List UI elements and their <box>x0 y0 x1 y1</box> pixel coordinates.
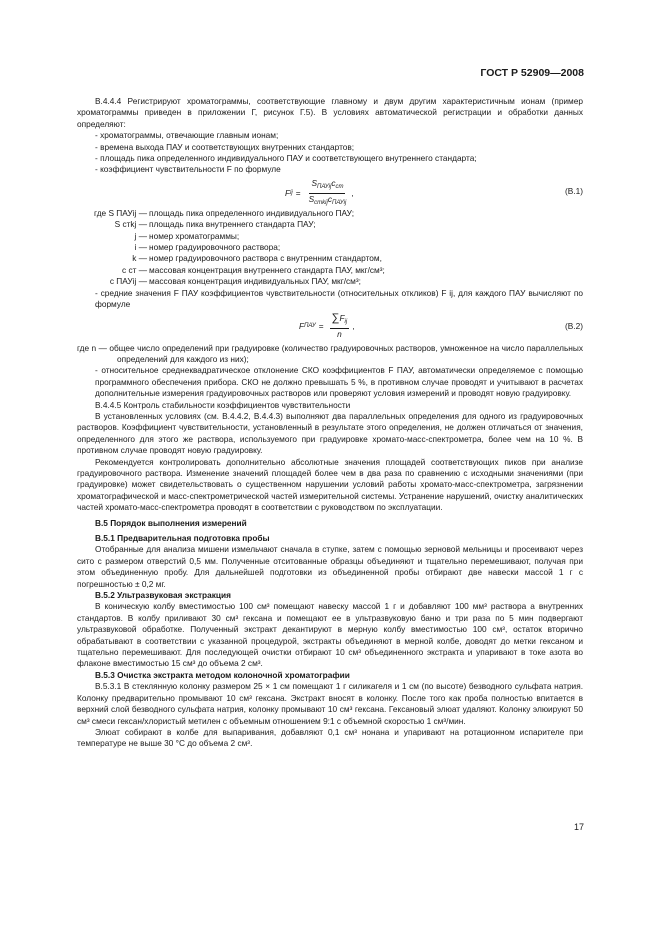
definition-text: массовая концентрация индивидуальных ПАУ, мкг/см³; <box>149 276 361 287</box>
den-sub: стkij <box>314 200 328 207</box>
heading-b5: В.5 Порядок выполнения измерений <box>95 517 247 528</box>
definition-text: массовая концентрация внутреннего стандарта ПАУ, мкг/см³; <box>149 264 385 275</box>
num-symbol: F <box>339 312 345 323</box>
formula-lhs-sub: ПАУ <box>304 322 316 329</box>
definition-label: j — <box>134 230 147 241</box>
formula-b2 <box>77 311 583 343</box>
definition-label: k — <box>132 253 147 264</box>
formula-number: (В.1) <box>565 185 583 196</box>
sum-icon: ∑ <box>331 311 340 324</box>
num-symbol: S <box>311 177 317 188</box>
document-body <box>77 96 583 750</box>
den2-sub: ПАУij <box>331 200 347 207</box>
heading-b53: В.5.3 Очистка экстракта методом колоночной хроматографии <box>95 669 350 680</box>
formula-b1: F ij = $\frac{S_{ПАУij}c_{ст}}{S_{стkij}c_{ПАУij}}$ , (В.1) <box>77 176 583 208</box>
formula-number: (В.2) <box>565 320 583 331</box>
formula-tail: , <box>351 188 354 199</box>
document-header: ГОСТ Р 52909—2008 <box>480 67 584 79</box>
definition-text: номер градуировочного раствора; <box>149 242 281 253</box>
definition-row <box>77 265 583 276</box>
definition-text: номер хроматограммы; <box>149 230 240 241</box>
list-item: - времена выхода ПАУ и соответствующих внутренних стандартов; <box>77 142 583 153</box>
heading-b51: В.5.1 Предварительная подготовка пробы <box>95 533 270 543</box>
definition-label: i — <box>134 242 147 253</box>
paragraph-b52: В коническую колбу вместимостью 100 см³ помещают навеску массой 1 г и добавляют 100 мм³ раствора а внутренних стандартов. В колбу приливают 30 см³ гексана и помещают ее в ультразвуковую баню и три раза по 5 мин подвергают ультразвуковой обработке. Полученный экстракт декантируют в мерную колбу вместимостью 100 см³, остаток вторично обрабатывают в соответствии с указанной процедурой, экстракты объединяют в мерной колбе, доводят до метки гексаном и тщательно перемешивают. Для последующей очистки отбирают 10 см³ объединенного экстракта и упаривают в токе азота во флаконе вместимостью 15 см³ до объема 2 см³. <box>77 601 583 669</box>
definition-row <box>77 219 583 230</box>
formula-lhs: F <box>299 320 305 331</box>
paragraph-b532: Элюат собирают в колбе для выпаривания, добавляют 0,1 см³ нонана и упаривают на ротационном испарителе при температуре не выше 30 °С до объема 2 см³. <box>77 726 583 749</box>
definition-label: c ст — <box>121 264 147 275</box>
definition-text: номер градуировочного раствора с внутренним стандартом, <box>149 253 382 264</box>
list-item: - коэффициент чувствительности F по формуле <box>77 164 583 175</box>
list-item: - относительное среднеквадратическое отклонение СКО коэффициентов F ПАУ, автоматически определяемое с помощью программного обеспечения прибора. СКО не должно превышать 5 %, в противном случае проводят и учитывают в расчетах дополнительные измерения градуировочных растворов или проверяют условия измерений и проводят новую градуировку. <box>77 365 583 399</box>
definition-row <box>77 276 583 287</box>
definitions-list <box>77 208 583 288</box>
definition-label: S стkj — <box>114 219 147 230</box>
num2-sub: ст <box>335 183 344 190</box>
heading-b445: В.4.4.5 Контроль стабильности коэффициентов чувствительности <box>95 399 351 410</box>
definition-n: где n — общее число определений при градуировке (количество градуировочных растворов, умноженное на число параллельных определений для каждого из них); <box>77 342 583 364</box>
list-item: - площадь пика определенного индивидуального ПАУ и соответствующего внутреннего стандарта; <box>77 153 583 164</box>
paragraph-b445a: В установленных условиях (см. В.4.4.2, В.4.4.3) выполняют два параллельных определения для одного из градуировочных растворов. Коэффициент чувствительности, установленный в результате этого определения, не должен отличаться от значения, определенного для этого же раствора, используемого при градуировке хромато-масс-спектрометра, более чем на 10 %. В противном случае проводят новую градуировку. <box>77 410 583 456</box>
heading-b52: В.5.2 Ультразвуковая экстракция <box>95 590 231 601</box>
definition-row <box>77 231 583 242</box>
formula-equals: = <box>318 320 324 331</box>
definition-label: где S ПАУij — <box>94 207 147 218</box>
paragraph-b531: В.5.3.1 В стеклянную колонку размером 25 × 1 см помещают 1 г силикагеля и 1 см (по высоте) безводного сульфата натрия. Колонку предварительно промывают 10 см³ гексана. Экстракт вносят в колонку. После того как проба полностью впитается в верхний слой безводного сульфата натрия, колонку промывают 10 см³ гексана. Гексановый элюат удаляют. Колонку элюируют 50 см³ смеси гексан/хлористый метилен с объемным отношением 9:1 с объемной скоростью 1 см³/мин. <box>77 681 583 726</box>
list-item: - средние значения F ПАУ коэффициентов чувствительности (относительных откликов) F ij, для каждого ПАУ вычисляют по формуле <box>77 288 583 311</box>
formula-tail: , <box>352 320 355 331</box>
formula-fraction <box>330 313 350 341</box>
page-number: 17 <box>573 822 584 832</box>
formula-lhs: F <box>285 188 291 199</box>
num-sub: ПАУij <box>316 183 332 190</box>
den-symbol: n <box>337 328 342 339</box>
den-symbol: S <box>308 194 315 205</box>
paragraph-b444: В.4.4.4 Регистрируют хроматограммы, соответствующие главному и двум другим характеристичным ионам (пример хроматограммы приведен в приложении Г, рисунок Г.5). В условиях автоматической регистрации и обработки данных определяют: <box>77 96 583 129</box>
definition-row <box>77 242 583 253</box>
list-item: - хроматограммы, отвечающие главным ионам; <box>77 130 583 141</box>
definition-label: c ПАУij — <box>109 276 147 287</box>
num2-symbol: c <box>331 177 336 188</box>
paragraph-b445b: Рекомендуется контролировать дополнительно абсолютные значения площадей соответствующих пиков при анализе градуировочного раствора. Изменение значений площадей более чем в два раза по сравнению с исходными значениями (при градуировке) может свидетельствовать о существенном нарушении условий работы хромато-масс-спектрометра, загрязнении хроматографической и масс-спектрометрической частей измерительной системы. Устранение нарушений, очистку аналитических частей хромато-масс-спектрометра проводят в соответствии с руководством по эксплуатации. <box>77 456 583 513</box>
num-sub: ij <box>344 318 348 325</box>
definition-text: площадь пика внутреннего стандарта ПАУ; <box>149 219 316 230</box>
definition-row <box>77 253 583 264</box>
den2-symbol: c <box>327 194 332 205</box>
paragraph-b51: Отобранные для анализа мишени измельчают сначала в ступке, затем с помощью зерновой мельницы и просеивают через сито с размером отверстий 0,5 мм. Полученные отситованные образцы объединяют и тщательно перемешивают, получая при этом объединенную пробу. Для дальнейшей подготовки из объединенной пробы отбирают две навески массой 1 г с погрешностью ± 0,2 мг. <box>77 544 583 589</box>
definition-text: площадь пика определенного индивидуального ПАУ; <box>149 207 355 218</box>
formula-fraction <box>307 178 349 210</box>
formula-lhs-sub: ij <box>290 190 293 197</box>
